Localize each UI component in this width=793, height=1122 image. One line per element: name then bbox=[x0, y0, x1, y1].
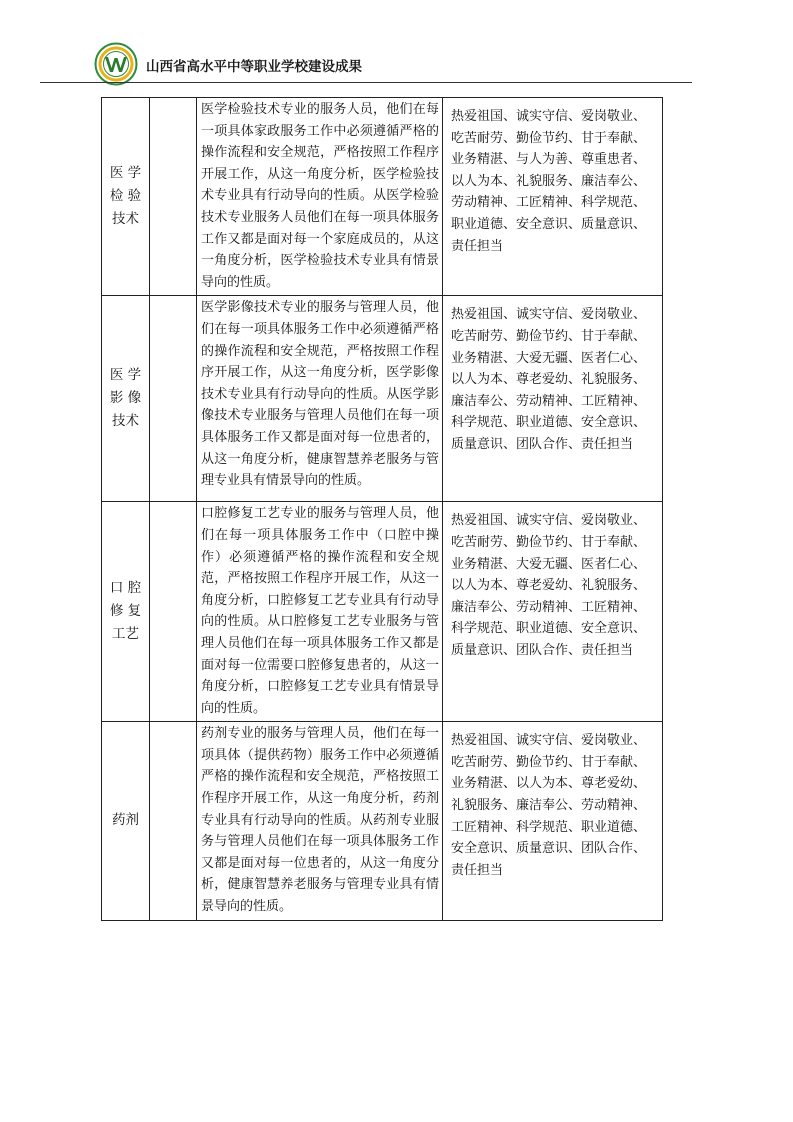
header-divider bbox=[40, 82, 692, 83]
values-text: 热爱祖国、诚实守信、爱岗敬业、吃苦耐劳、勤俭节约、甘于奉献、业务精湛、大爱无疆、医者仁心、以人为本、尊老爱幼、礼貌服务、廉洁奉公、劳动精神、工匠精神、科学规范、职业道德、安全意识、质量意识、团队合作、责任担当 bbox=[451, 513, 647, 658]
values-text: 热爱祖国、诚实守信、爱岗敬业、吃苦耐劳、勤俭节约、甘于奉献、业务精湛、与人为善、尊重患者、以人为本、礼貌服务、廉洁奉公、劳动精神、工匠精神、科学规范、职业道德、安全意识、质量意识、责任担当 bbox=[451, 109, 647, 254]
major-name-line: 药剂 bbox=[112, 812, 139, 829]
table-row bbox=[102, 502, 663, 722]
major-values-cell bbox=[443, 502, 663, 722]
major-name-cell bbox=[102, 98, 150, 296]
major-name-cell bbox=[102, 722, 150, 920]
page-header bbox=[94, 42, 694, 86]
blank-cell bbox=[150, 502, 197, 722]
major-values-cell bbox=[443, 98, 663, 296]
table-row bbox=[102, 98, 663, 296]
major-name-line: 工艺 bbox=[112, 626, 139, 643]
blank-cell bbox=[150, 98, 197, 296]
major-name-line: 医 学 bbox=[109, 367, 142, 384]
major-description-cell: 医学影像技术专业的服务与管理人员，他们在每一项具体服务工作中必须遵循严格的操作流程和安全规范，严格按照工作程序开展工作，从这一角度分析，医学影像技术专业具有行动导向的性质。从医学影像技术专业服务与管理人员他们在每一项具体服务工作又都是面对每一位患者的，从这一角度分析，健康智慧养老服务与管理专业具有情景导向的性质。 bbox=[197, 296, 443, 502]
major-description-cell: 医学检验技术专业的服务人员，他们在每一项具体家政服务工作中必须遵循严格的操作流程和安全规范，严格按照工作程序开展工作，从这一角度分析，医学检验技术专业具有行动导向的性质。从医学检验技术专业服务人员他们在每一项具体服务工作又都是面对每一个家庭成员的，从这一角度分析，医学检验技术专业具有情景导向的性质。 bbox=[197, 98, 443, 296]
major-description-cell: 药剂专业的服务与管理人员，他们在每一项具体（提供药物）服务工作中必须遵循严格的操作流程和安全规范，严格按照工作程序开展工作，从这一角度分析，药剂专业具有行动导向的性质。从药剂专业服务与管理人员他们在每一项具体服务工作又都是面对每一位患者的，从这一角度分析，健康智慧养老服务与管理专业具有情景导向的性质。 bbox=[197, 722, 443, 920]
major-values-table bbox=[101, 97, 663, 921]
major-name-line: 技术 bbox=[112, 413, 139, 430]
major-name-line: 检 验 bbox=[109, 188, 142, 205]
major-name-line: 医 学 bbox=[109, 165, 142, 182]
blank-cell bbox=[150, 722, 197, 920]
values-text: 热爱祖国、诚实守信、爱岗敬业、吃苦耐劳、勤俭节约、甘于奉献、业务精湛、以人为本、尊老爱幼、礼貌服务、廉洁奉公、劳动精神、工匠精神、科学规范、职业道德、安全意识、质量意识、团队合作、责任担当 bbox=[451, 733, 647, 878]
major-name-line: 影 像 bbox=[109, 390, 142, 407]
major-values-cell bbox=[443, 296, 663, 502]
major-name-line: 口 腔 bbox=[109, 580, 142, 597]
major-description-cell: 口腔修复工艺专业的服务与管理人员，他们在每一项具体服务工作中（口腔中操作）必须遵循严格的操作流程和安全规范，严格按照工作程序开展工作，从这一角度分析，口腔修复工艺专业具有行动导向的性质。从口腔修复工艺专业服务与管理人员他们在每一项具体服务工作又都是面对每一位需要口腔修复患者的，从这一角度分析，口腔修复工艺专业具有情景导向的性质。 bbox=[197, 502, 443, 722]
major-name-cell bbox=[102, 502, 150, 722]
values-text: 热爱祖国、诚实守信、爱岗敬业、吃苦耐劳、勤俭节约、甘于奉献、业务精湛、大爱无疆、医者仁心、以人为本、尊老爱幼、礼貌服务、廉洁奉公、劳动精神、工匠精神、科学规范、职业道德、安全意识、质量意识、团队合作、责任担当 bbox=[451, 307, 647, 452]
school-emblem-icon bbox=[94, 42, 138, 86]
major-values-cell bbox=[443, 722, 663, 920]
major-name-cell bbox=[102, 296, 150, 502]
table-row bbox=[102, 722, 663, 920]
page-header-title: 山西省高水平中等职业学校建设成果 bbox=[146, 59, 362, 75]
major-name-line: 技术 bbox=[112, 211, 139, 228]
table-row bbox=[102, 296, 663, 502]
major-name-line: 修 复 bbox=[109, 603, 142, 620]
blank-cell bbox=[150, 296, 197, 502]
